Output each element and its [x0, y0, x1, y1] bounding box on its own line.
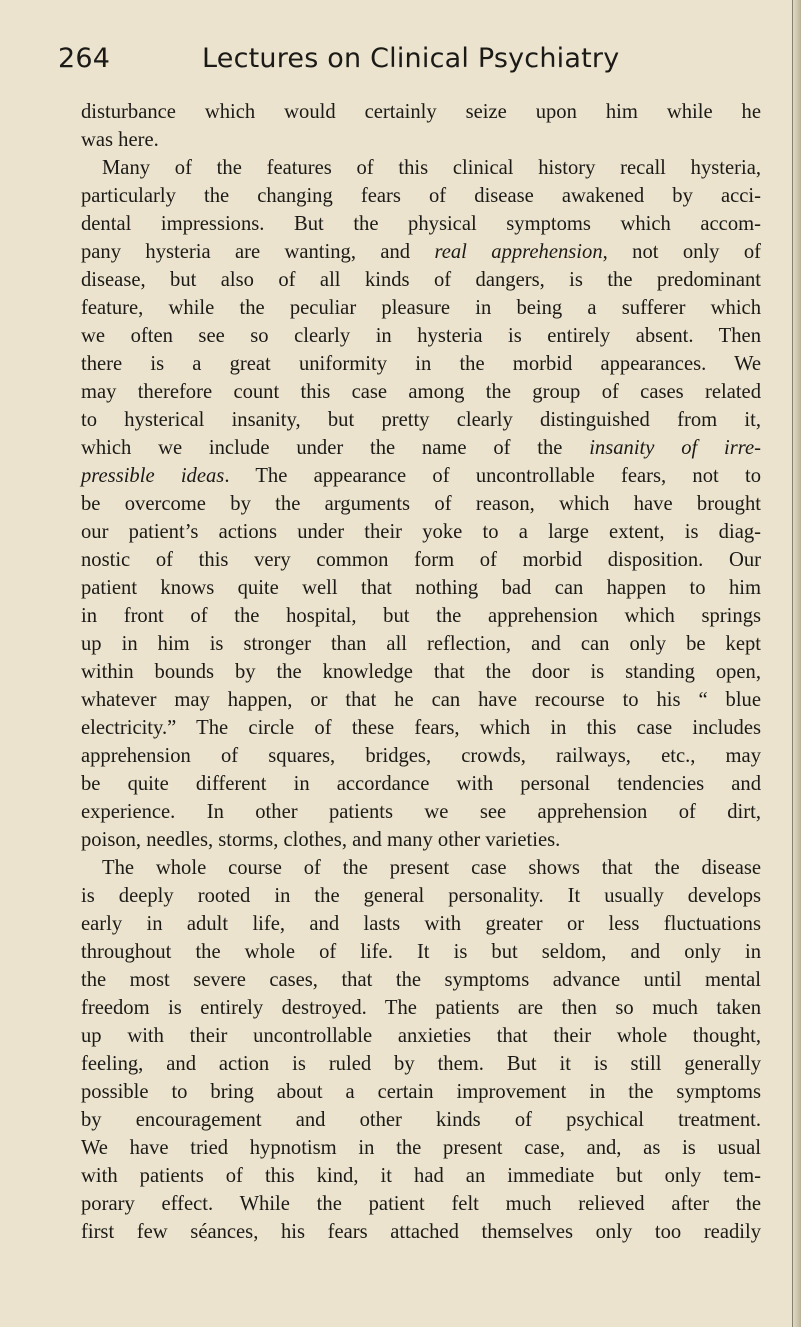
page-edge-shadow [792, 0, 793, 1327]
text-line [81, 1106, 761, 1134]
text-run: within bounds by the knowledge that the door is standing open, [81, 661, 761, 683]
running-title: Lectures on Clinical Psychiatry [202, 43, 620, 74]
text-run: patient knows quite well that nothing bad can happen to him [81, 577, 761, 599]
text-run: our patient’s actions under their yoke to a large extent, is diag- [81, 521, 761, 543]
text-run: may therefore count this case among the group of cases related [81, 381, 761, 403]
body-text [81, 98, 761, 1246]
text-line [81, 1218, 761, 1246]
text-line [81, 518, 761, 546]
text-line [81, 1022, 761, 1050]
text-run: We have tried hypnotism in the present case, and, as is usual [81, 1137, 761, 1159]
text-run: apprehension of squares, bridges, crowds, railways, etc., may [81, 745, 761, 767]
text-line [81, 378, 761, 406]
text-run: pany hysteria are wanting, and [81, 241, 435, 263]
text-line [81, 686, 761, 714]
text-line [81, 210, 761, 238]
text-run: be overcome by the arguments of reason, which have brought [81, 493, 761, 515]
text-line [81, 126, 761, 154]
text-line [81, 350, 761, 378]
text-run: . The appearance of uncontrollable fears, not to [224, 465, 761, 487]
text-run: , not only of [602, 241, 761, 263]
text-run: is deeply rooted in the general personality. It usually develops [81, 885, 761, 907]
text-line [81, 98, 761, 126]
text-run: electricity.” The circle of these fears, which in this case includes [81, 717, 761, 739]
text-line [81, 182, 761, 210]
text-run: which we include under the name of the [81, 437, 590, 459]
text-run: in front of the hospital, but the apprehension which springs [81, 605, 761, 627]
text-line [81, 798, 761, 826]
text-run: experience. In other patients we see apprehension of dirt, [81, 801, 761, 823]
text-run: freedom is entirely destroyed. The patients are then so much taken [81, 997, 761, 1019]
text-run: disturbance which would certainly seize upon him while he [81, 101, 761, 123]
text-run: porary effect. While the patient felt much relieved after the [81, 1193, 761, 1215]
text-line [81, 238, 761, 266]
text-run: to hysterical insanity, but pretty clearly distinguished from it, [81, 409, 761, 431]
text-line [81, 770, 761, 798]
text-line [81, 602, 761, 630]
text-line [81, 266, 761, 294]
text-run: up in him is stronger than all reflection, and can only be kept [81, 633, 761, 655]
text-line [81, 742, 761, 770]
text-line [81, 322, 761, 350]
text-run: we often see so clearly in hysteria is entirely absent. Then [81, 325, 761, 347]
text-line [81, 434, 761, 462]
text-line [81, 1162, 761, 1190]
text-line [81, 714, 761, 742]
text-run: particularly the changing fears of disease awakened by acci- [81, 185, 761, 207]
text-line [81, 1134, 761, 1162]
text-run: The whole course of the present case shows that the disease [102, 857, 761, 879]
text-line [81, 938, 761, 966]
text-run: be quite different in accordance with personal tendencies and [81, 773, 761, 795]
text-run: feature, while the peculiar pleasure in being a sufferer which [81, 297, 761, 319]
text-run: throughout the whole of life. It is but seldom, and only in [81, 941, 761, 963]
text-run: dental impressions. But the physical symptoms which accom- [81, 213, 761, 235]
italic-phrase: insanity of irre- [589, 437, 761, 459]
text-line [81, 1050, 761, 1078]
text-run: nostic of this very common form of morbid disposition. Our [81, 549, 761, 571]
text-run: poison, needles, storms, clothes, and many other varieties. [81, 829, 561, 851]
italic-phrase: real apprehension [434, 241, 603, 263]
text-line [81, 490, 761, 518]
text-line [81, 546, 761, 574]
text-run: early in adult life, and lasts with greater or less fluctuations [81, 913, 761, 935]
text-line [81, 658, 761, 686]
text-line [81, 630, 761, 658]
text-run: there is a great uniformity in the morbid appearances. We [81, 353, 761, 375]
text-line [81, 462, 761, 490]
text-line [81, 1190, 761, 1218]
text-line [81, 1078, 761, 1106]
text-line [81, 294, 761, 322]
text-line [81, 574, 761, 602]
italic-phrase: pressible ideas [81, 465, 225, 487]
text-line [81, 910, 761, 938]
text-line [81, 882, 761, 910]
text-run: by encouragement and other kinds of psychical treatment. [81, 1109, 761, 1131]
text-run: up with their uncontrollable anxieties that their whole thought, [81, 1025, 761, 1047]
text-run: whatever may happen, or that he can have recourse to his “ blue [81, 689, 761, 711]
text-run: first few séances, his fears attached themselves only too readily [81, 1221, 761, 1243]
text-line [81, 854, 761, 882]
text-line [81, 154, 761, 182]
text-line [81, 826, 761, 854]
text-run: Many of the features of this clinical history recall hysteria, [102, 157, 761, 179]
text-run: feeling, and action is ruled by them. But it is still generally [81, 1053, 761, 1075]
text-run: the most severe cases, that the symptoms advance until mental [81, 969, 761, 991]
text-run: possible to bring about a certain improvement in the symptoms [81, 1081, 761, 1103]
text-line [81, 966, 761, 994]
page-number: 264 [58, 43, 111, 74]
text-line [81, 406, 761, 434]
text-line [81, 994, 761, 1022]
text-run: with patients of this kind, it had an immediate but only tem- [81, 1165, 761, 1187]
running-header [58, 43, 758, 83]
text-run: was here. [81, 129, 159, 151]
text-run: disease, but also of all kinds of dangers, is the predominant [81, 269, 761, 291]
page-right-edge [792, 0, 801, 1327]
